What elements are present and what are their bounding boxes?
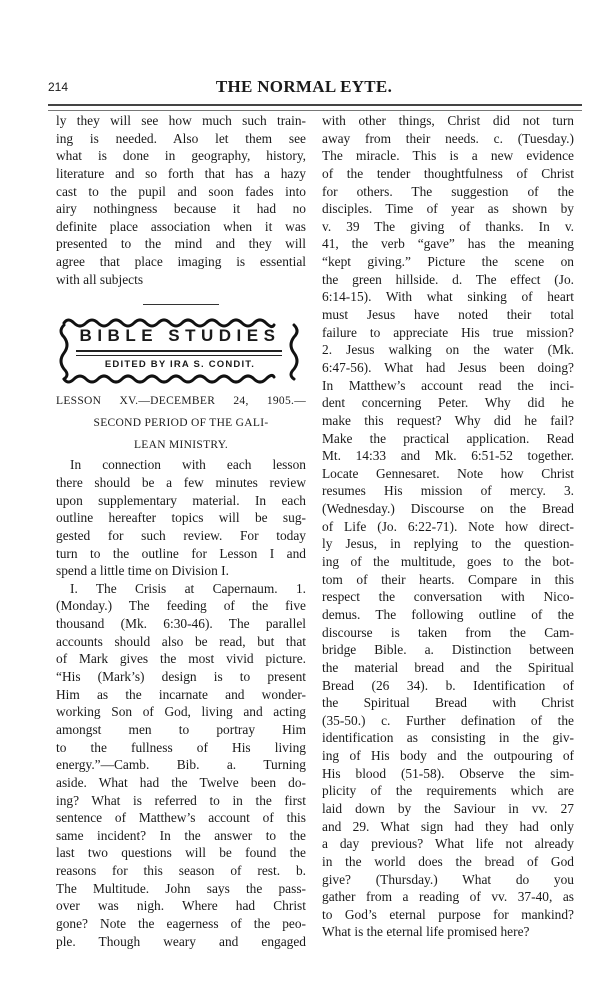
text-line: agree that place imaging is essential — [56, 254, 306, 270]
text-line: ple. Though weary and engaged — [56, 933, 306, 949]
text-line: Make the practical application. Read — [322, 430, 574, 446]
text-line: aside. What had the Twelve been do- — [56, 774, 306, 790]
text-line: Mt. 14:33 and Mk. 6:51-52 together. — [322, 448, 574, 464]
text-line: bridge Bible. a. Distinction between — [322, 642, 574, 658]
text-line: and 29. What sign had they had only — [322, 818, 574, 834]
text-line: ly they will see how much such train- — [56, 113, 306, 128]
text-line: literature and so forth that has a hazy — [56, 165, 306, 181]
text-line: energy.”—Camb. Bib. a. Turning — [56, 757, 306, 773]
text-line: laid down by the Saviour in vv. 27 — [322, 800, 574, 816]
paragraph-introduction — [56, 456, 306, 579]
text-line: a day previous? What life not already — [322, 836, 574, 852]
text-line: ing is needed. Also let them see — [56, 130, 306, 146]
text-line: accounts should also be read, but that — [56, 633, 306, 649]
lesson-subheading: SECOND PERIOD OF THE GALI- — [93, 417, 269, 430]
header-double-rule — [48, 104, 582, 111]
paragraph-crisis-at-capernaum — [56, 580, 306, 950]
text-line: plicity of the requirements which are — [322, 783, 574, 799]
text-line: amongst men to portray Him — [56, 721, 306, 737]
text-line: with all subjects — [56, 271, 144, 287]
text-line: disciples. Time of year as shown by — [322, 201, 574, 217]
section-editor-credit: EDITED BY IRA S. CONDIT. — [104, 359, 256, 371]
text-line: with other things, Christ did not turn — [322, 113, 574, 128]
text-line: over was nigh. Where had Christ — [56, 898, 306, 914]
text-line: ing? What is referred to in the first — [56, 792, 306, 808]
text-line: His blood (51-58). Observe the sim- — [322, 765, 574, 781]
text-line: identification as consisting in the giv- — [322, 730, 574, 746]
text-line: away from their needs. c. (Tuesday.) — [322, 130, 574, 146]
text-line: Locate Gennesaret. Note how Christ — [322, 465, 574, 481]
bible-studies-ornament-box — [56, 315, 302, 387]
text-line: failure to appreciate His true mission? — [322, 324, 574, 340]
text-line: to God’s eternal purpose for mankind? — [322, 906, 574, 922]
text-line: ing of His body and the outpouring of — [322, 748, 574, 764]
text-line: In connection with each lesson — [70, 457, 306, 473]
text-line: gested for such review. For today — [56, 527, 306, 543]
text-line: tom of their hearts. Compare in this — [322, 571, 574, 587]
text-line: definite place association when it was — [56, 218, 306, 234]
text-line: turn to the outline for Lesson I and — [56, 545, 306, 561]
section-title: BIBLE STUDIES — [79, 326, 281, 346]
text-line: the Spiritual Bread with Christ — [322, 695, 574, 711]
text-line: working Son of God, living and acting — [56, 704, 306, 720]
text-line: gather from a reading of vv. 37-40, as — [322, 889, 574, 905]
text-line: of the tender thoughtfulness of Christ — [322, 165, 574, 181]
text-line: discourse is taken from the Cam- — [322, 624, 574, 640]
text-line: reasons for this season of rest. b. — [56, 863, 306, 879]
text-line: the green hillside. d. The effect (Jo. — [322, 271, 574, 287]
text-line: 2. Jesus walking on the water (Mk. — [322, 342, 574, 358]
text-line: airy nothingness because it had no — [56, 201, 306, 217]
text-line: upon supplementary material. In each — [56, 492, 306, 508]
running-title: THE NORMAL EYTE. — [215, 77, 393, 96]
text-line: presented to the mind and they will — [56, 236, 306, 252]
right-column — [322, 112, 574, 941]
text-line: “His (Mark’s) design is to present — [56, 669, 306, 685]
text-line: to the fullness of His living — [56, 739, 306, 755]
text-line: 41, the verb “gave” has the meaning — [322, 236, 574, 252]
text-line: Him as the incarnate and wonder- — [56, 686, 306, 702]
text-line: must Jesus have noted their total — [322, 307, 574, 323]
text-line: spend a little time on Division I. — [56, 563, 229, 579]
text-line: (35-50.) c. Further defination of the — [322, 712, 574, 728]
text-line: The Multitude. John says the pass- — [56, 880, 306, 896]
lesson-heading: LESSON XV.—DECEMBER 24, 1905.— — [56, 395, 306, 408]
text-line: the material bread and the Spiritual — [322, 659, 574, 675]
text-line: what is done in geography, history, — [56, 148, 306, 164]
text-line: demus. The following outline of the — [322, 606, 574, 622]
lesson-subheading: LEAN MINISTRY. — [133, 438, 229, 451]
text-line: for others. The suggestion of the — [322, 183, 574, 199]
text-line: resumes His mission of mercy. 3. — [322, 483, 574, 499]
text-line: (Monday.) The feeding of the five — [56, 598, 306, 614]
text-line: of Mark gives the most vivid picture. — [56, 651, 306, 667]
text-line: ly Jesus, in replying to the question- — [322, 536, 574, 552]
text-line: cast to the pupil and soon fades into — [56, 183, 306, 199]
text-line: I. The Crisis at Capernaum. 1. — [70, 580, 306, 596]
text-line: 6:47-56). What had Jesus been doing? — [322, 359, 574, 375]
page-number: 214 — [48, 80, 69, 94]
text-line: The miracle. This is a new evidence — [322, 148, 574, 164]
text-line: there should be a few minutes review — [56, 474, 306, 490]
text-line: “kept giving.” Picture the scene on — [322, 254, 574, 270]
text-line: (Wednesday.) Discourse on the Bread — [322, 501, 574, 517]
text-line: Bread (26 34). b. Identification of — [322, 677, 574, 693]
text-line: 6:14-15). With what sinking of heart — [322, 289, 574, 305]
continued-paragraph — [56, 112, 306, 288]
text-line: v. 39 The giving of thanks. In v. — [322, 218, 574, 234]
text-line: thousand (Mk. 6:30-46). The parallel — [56, 616, 306, 632]
text-line: respect the conversation with Nico- — [322, 589, 574, 605]
text-line: In Matthew’s account read the inci- — [322, 377, 574, 393]
text-line: give? (Thursday.) What do you — [322, 871, 574, 887]
text-line: of Life (Jo. 6:22-71). Note how direct- — [322, 518, 574, 534]
text-line: outline hereafter topics will be sug- — [56, 510, 306, 526]
text-line: What is the eternal life promised here? — [322, 924, 530, 940]
text-line: same incident? In the answer to the — [56, 827, 306, 843]
text-line: last two questions will be found the — [56, 845, 306, 861]
text-line: gone? Note the eagerness of the peo- — [56, 915, 306, 931]
text-line: make this request? Why did he fail? — [322, 412, 574, 428]
text-line: sentence of Matthew’s account of this — [56, 810, 306, 826]
text-line: dent concerning Peter. Why did he — [322, 395, 574, 411]
text-line: ing of the multitude, goes to the bot- — [322, 554, 574, 570]
section-separator-rule — [143, 304, 219, 305]
text-line: in the world does the bread of God — [322, 853, 574, 869]
left-column — [56, 112, 306, 950]
